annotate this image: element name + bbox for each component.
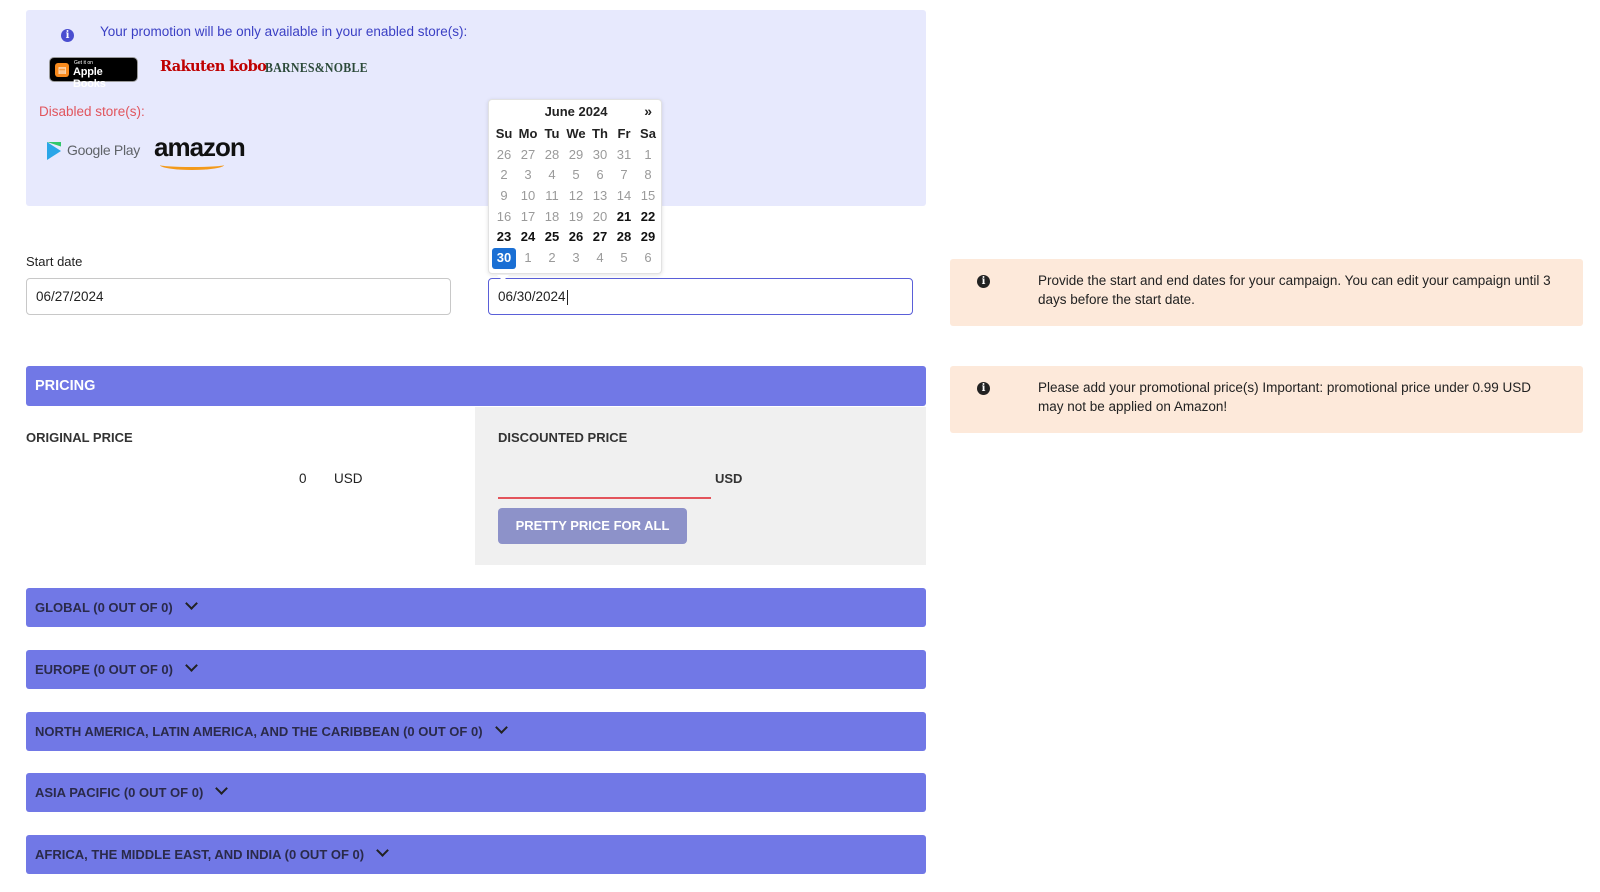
calendar-day[interactable]: 1 [524, 250, 532, 266]
barnes-noble-logo: BARNES&NOBLE [265, 60, 368, 75]
calendar-day[interactable]: 3 [524, 167, 532, 183]
calendar-day[interactable]: 24 [520, 229, 536, 245]
calendar-day[interactable]: 4 [548, 167, 556, 183]
calendar-day[interactable]: 21 [616, 208, 632, 224]
original-price-value: 0 [299, 471, 307, 486]
weekday-header: Mo [518, 126, 538, 141]
start-date-input[interactable]: 06/27/2024 [26, 278, 451, 315]
calendar-day[interactable]: 7 [620, 167, 628, 183]
region-africa-middle-east-india-accordion[interactable]: AFRICA, THE MIDDLE EAST, AND INDIA (0 OUT OF 0) [26, 835, 926, 874]
chevron-down-icon [495, 721, 508, 734]
end-date-input[interactable]: 06/30/2024 [488, 278, 913, 315]
calendar-day[interactable]: 26 [568, 229, 584, 245]
calendar-day[interactable]: 8 [644, 167, 652, 183]
calendar-day[interactable]: 6 [596, 167, 604, 183]
discounted-price-panel [475, 407, 926, 565]
calendar-day[interactable]: 20 [592, 208, 608, 224]
info-icon: i [977, 382, 990, 395]
calendar-day[interactable]: 13 [592, 188, 608, 204]
discounted-price-input[interactable] [498, 461, 711, 499]
discounted-price-currency: USD [715, 471, 743, 486]
calendar-day[interactable]: 29 [640, 229, 656, 245]
calendar-day[interactable]: 5 [620, 250, 628, 266]
region-global-accordion[interactable]: GLOBAL (0 OUT OF 0) [26, 588, 926, 627]
price-help-card: i Please add your promotional price(s) Important: promotional price under 0.99 USD may not be applied on Amazon! [950, 366, 1583, 433]
weekday-header: Fr [617, 126, 631, 141]
amazon-logo: amazon [154, 132, 245, 163]
chevron-down-icon [185, 597, 198, 610]
calendar-day[interactable]: 11 [545, 188, 559, 204]
calendar-day[interactable]: 15 [640, 188, 656, 204]
book-icon: ▤ [55, 63, 69, 77]
region-asia-pacific-accordion[interactable]: ASIA PACIFIC (0 OUT OF 0) [26, 773, 926, 812]
amazon-smile-icon [160, 160, 224, 170]
calendar-day[interactable]: 27 [520, 146, 536, 162]
calendar-day[interactable]: 17 [520, 208, 536, 224]
original-price-currency: USD [334, 471, 363, 486]
calendar-month-title: June 2024 [544, 104, 608, 119]
weekday-header: Sa [640, 126, 656, 141]
calendar-day[interactable]: 12 [568, 188, 584, 204]
calendar-day[interactable]: 5 [572, 167, 580, 183]
calendar-day[interactable]: 23 [496, 229, 512, 245]
datepicker [488, 99, 662, 274]
dates-help-card: i Provide the start and end dates for your campaign. You can edit your campaign until 3 days before the start date. [950, 259, 1583, 326]
calendar-day[interactable]: 25 [544, 229, 560, 245]
start-date-label: Start date [26, 254, 83, 269]
weekday-header: We [566, 126, 586, 141]
calendar-day[interactable]: 31 [616, 146, 632, 162]
region-americas-accordion[interactable]: NORTH AMERICA, LATIN AMERICA, AND THE CARIBBEAN (0 OUT OF 0) [26, 712, 926, 751]
text-cursor [567, 290, 568, 305]
calendar-day-selected[interactable]: 30 [492, 248, 516, 269]
calendar-day[interactable]: 22 [640, 208, 656, 224]
rakuten-kobo-logo: Rakuten kobo [160, 58, 267, 75]
calendar-day[interactable]: 14 [616, 188, 632, 204]
calendar-day[interactable]: 18 [544, 208, 560, 224]
calendar-day[interactable]: 1 [644, 146, 652, 162]
chevron-down-icon [376, 844, 389, 857]
calendar-day[interactable]: 3 [572, 250, 580, 266]
calendar-day[interactable]: 29 [568, 146, 584, 162]
calendar-grid [492, 124, 660, 269]
weekday-header: Tu [544, 126, 560, 141]
chevron-down-icon [215, 782, 228, 795]
calendar-day[interactable]: 26 [496, 146, 512, 162]
calendar-day[interactable]: 27 [592, 229, 608, 245]
calendar-day[interactable]: 2 [548, 250, 556, 266]
info-icon: i [61, 29, 74, 42]
apple-books-logo: ▤ Get it on Apple Books [49, 57, 138, 82]
next-month-button[interactable]: » [644, 103, 652, 119]
discounted-price-label: DISCOUNTED PRICE [498, 430, 628, 445]
region-europe-accordion[interactable]: EUROPE (0 OUT OF 0) [26, 650, 926, 689]
weekday-header: Th [592, 126, 608, 141]
calendar-day[interactable]: 9 [500, 188, 508, 204]
store-notice: Your promotion will be only available in your enabled store(s): [100, 24, 468, 39]
calendar-day[interactable]: 6 [644, 250, 652, 266]
calendar-day[interactable]: 19 [568, 208, 584, 224]
original-price-label: ORIGINAL PRICE [26, 430, 133, 445]
pricing-header: PRICING [26, 366, 926, 406]
disabled-stores-label: Disabled store(s): [39, 104, 145, 119]
calendar-day[interactable]: 2 [500, 167, 508, 183]
store-availability-panel: i Your promotion will be only available in your enabled store(s): ▤ Get it on Apple Books Rakuten kobo BARNES&NOBLE Disabled store(s): Google Play amazon [26, 10, 926, 206]
pretty-price-button[interactable]: PRETTY PRICE FOR ALL [498, 508, 687, 544]
calendar-day[interactable]: 16 [496, 208, 512, 224]
weekday-header: Su [495, 126, 513, 141]
calendar-day[interactable]: 28 [616, 229, 632, 245]
calendar-day[interactable]: 30 [592, 146, 608, 162]
info-icon: i [977, 275, 990, 288]
calendar-day[interactable]: 4 [596, 250, 604, 266]
calendar-day[interactable]: 10 [520, 188, 536, 204]
calendar-day[interactable]: 28 [544, 146, 560, 162]
chevron-down-icon [185, 659, 198, 672]
